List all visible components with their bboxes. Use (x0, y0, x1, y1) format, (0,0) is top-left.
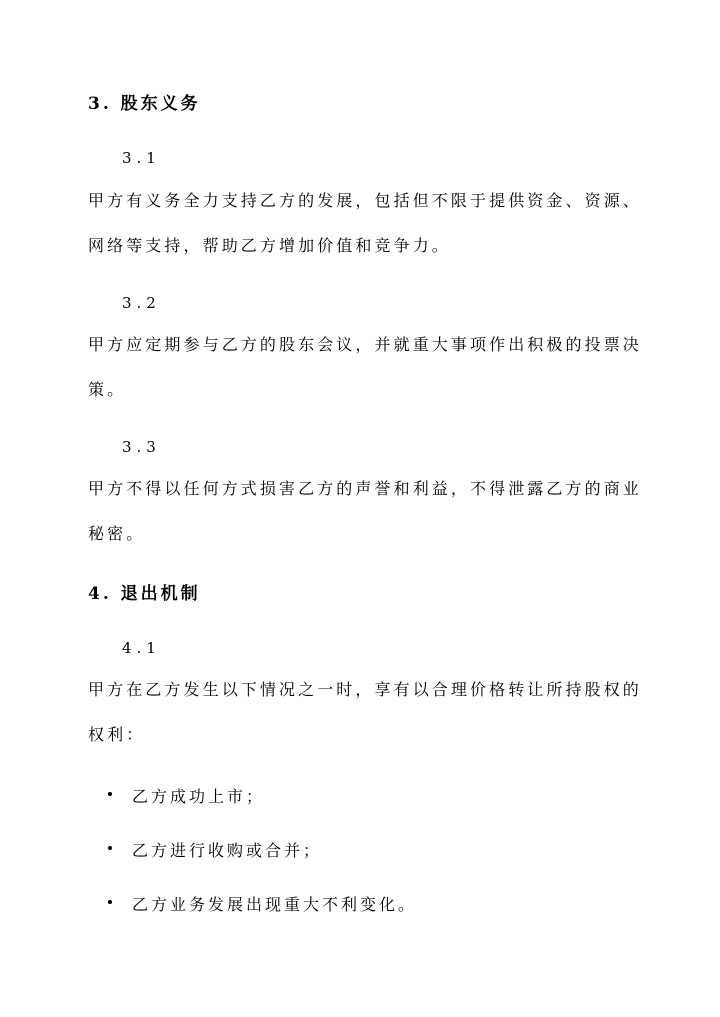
clause-line: 策。 (88, 380, 127, 399)
clause-text-3-3 (88, 466, 642, 556)
clause-line: 甲方有义务全力支持乙方的发展，包括但不限于提供资金、资源、 (88, 191, 642, 210)
clause-number-3-1: 3.1 (122, 149, 161, 167)
clause-text-3-1 (88, 178, 642, 268)
clause-line: 甲方在乙方发生以下情况之一时，享有以合理价格转让所持股权的 (88, 680, 642, 699)
clause-line: 权利： (88, 725, 146, 744)
clause-number-3-3: 3.3 (122, 438, 161, 456)
clause-line: 甲方不得以任何方式损害乙方的声誉和利益，不得泄露乙方的商业 (88, 479, 642, 498)
clause-number-3-2: 3.2 (122, 294, 161, 312)
clause-text-3-2 (88, 322, 642, 412)
clause-line: 网络等支持，帮助乙方增加价值和竞争力。 (88, 236, 451, 255)
clause-line: 秘密。 (88, 524, 146, 543)
bullet-text: 乙方成功上市； (132, 787, 266, 806)
bullet-text: 乙方进行收购或合并； (132, 841, 323, 860)
bullet-dot-icon (108, 900, 112, 904)
clause-number-4-1: 4.1 (122, 639, 161, 657)
section-heading-4: 4. 退出机制 (88, 584, 201, 604)
bullet-dot-icon (108, 846, 112, 850)
bullet-dot-icon (108, 792, 112, 796)
section-heading-3: 3. 股东义务 (88, 94, 201, 114)
bullet-text: 乙方业务发展出现重大不利变化。 (132, 895, 418, 914)
clause-text-4-1 (88, 667, 642, 757)
clause-line: 甲方应定期参与乙方的股东会议，并就重大事项作出积极的投票决 (88, 335, 642, 354)
